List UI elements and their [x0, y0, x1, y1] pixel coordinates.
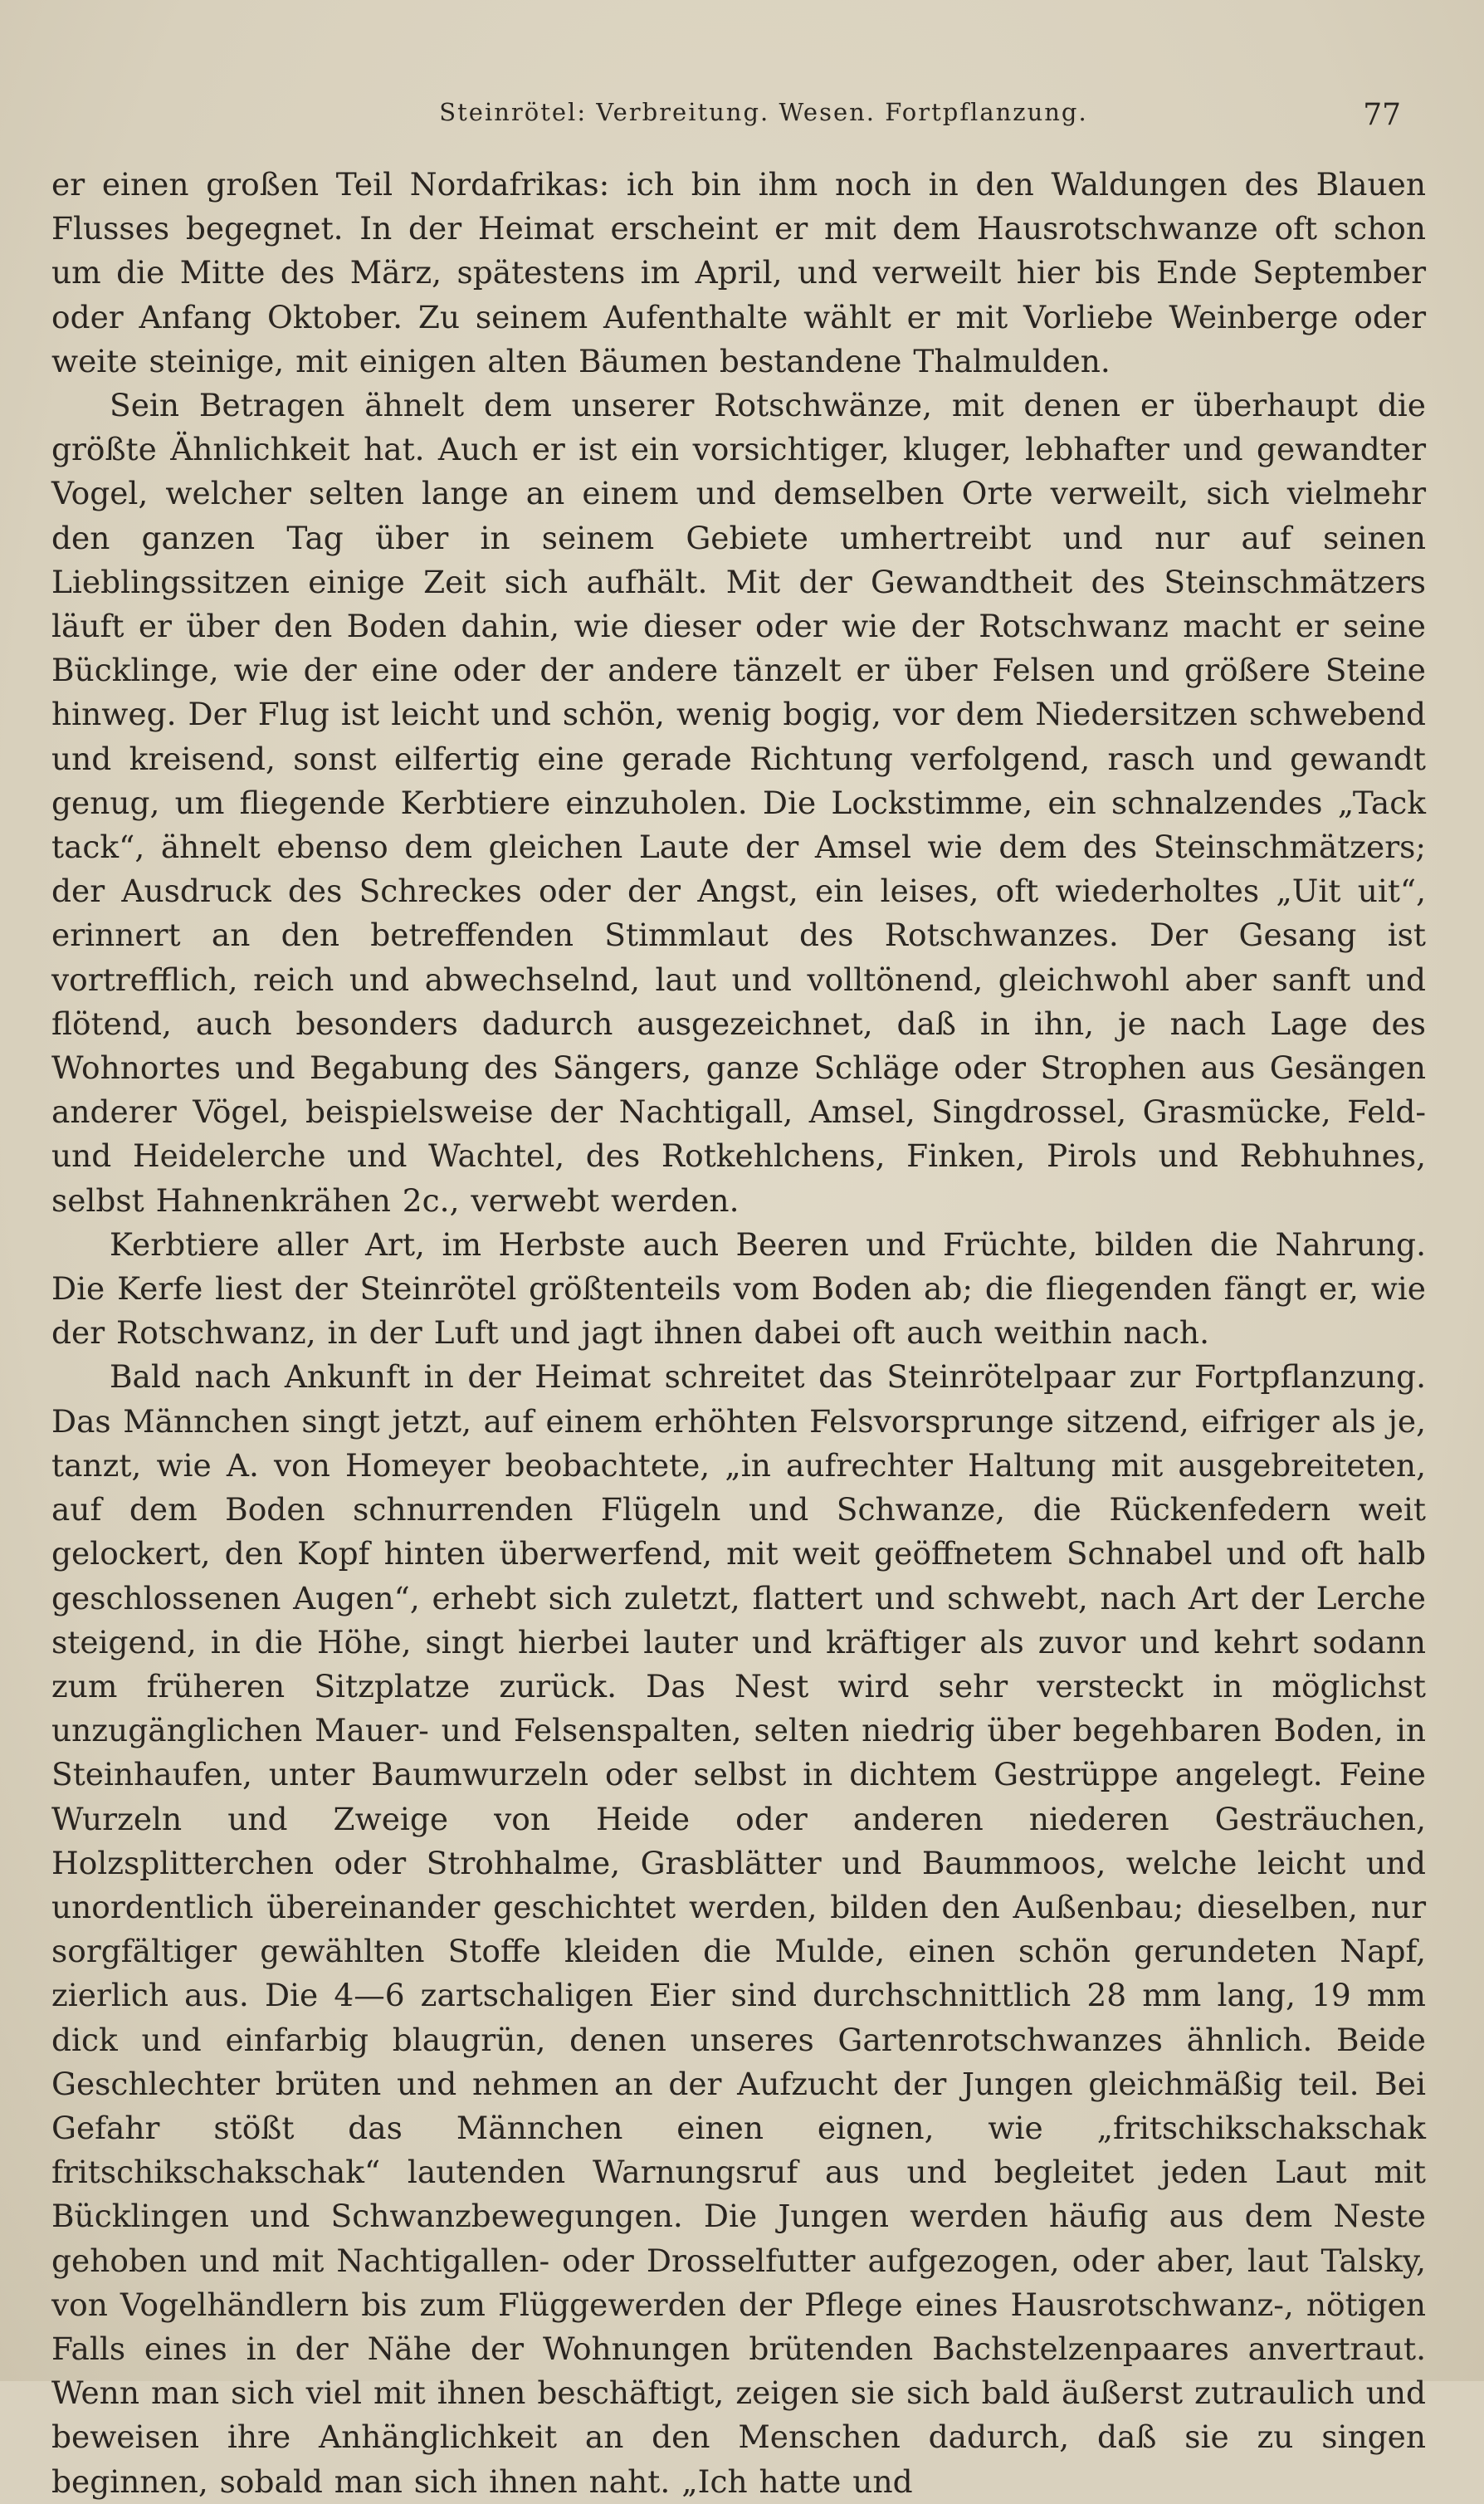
page-number: 77 — [1363, 98, 1401, 132]
body-text — [51, 163, 1426, 2504]
paragraph: Kerbtiere aller Art, im Herbste auch Beeren und Früchte, bilden die Nahrung. Die Kerfe liest der Steinrötel größtenteils vom Boden ab; die fliegenden fängt er, wie der Rotschwanz, in der Luft und jagt ihnen dabei oft auch weithin nach. — [51, 1225, 1426, 1352]
paragraph: Sein Betragen ähnelt dem unserer Rotschwänze, mit denen er überhaupt die größte Ähnlichkeit hat. Auch er ist ein vorsichtiger, kluger, lebhafter und gewandter Vogel, welcher selten lange an einem und demselben Orte verweilt, sich vielmehr den ganzen Tag über in seinem Gebiete umhertreibt und nur auf seinen Lieblingssitzen einige Zeit sich aufhält. Mit der Gewandtheit des Steinschmätzers läuft er über den Boden dahin, wie dieser oder wie der Rotschwanz macht er seine Bücklinge, wie der eine oder der andere tänzelt er über Felsen und größere Steine hinweg. Der Flug ist leicht und schön, wenig bogig, vor dem Niedersitzen schwebend und kreisend, sonst eilfertig eine gerade Richtung verfolgend, rasch und gewandt genug, um fliegende Kerbtiere einzuholen. Die Lockstimme, ein schnalzendes „Tack tack“, ähnelt ebenso dem gleichen Laute der Amsel wie dem des Steinschmätzers; der Ausdruck des Schreckes oder der Angst, ein leises, oft wiederholtes „Uit uit“, erinnert an den betreffenden Stimmlaut des Rotschwanzes. Der Gesang ist vortrefflich, reich und abwechselnd, laut und volltönend, gleichwohl aber sanft und flötend, auch besonders dadurch ausgezeichnet, daß in ihn, je nach Lage des Wohnortes und Begabung des Sängers, ganze Schläge oder Strophen aus Gesängen anderer Vögel, beispielsweise der Nachtigall, Amsel, Singdrossel, Grasmücke, Feld- und Heidelerche und Wachtel, des Rotkehlchens, Finken, Pirols und Rebhuhnes, selbst Hahnenkrähen 2c., verwebt werden. — [51, 387, 1426, 1219]
paragraph: Bald nach Ankunft in der Heimat schreitet das Steinrötelpaar zur Fortpflanzung. Das Männchen singt jetzt, auf einem erhöhten Felsvorsprunge sitzend, eifriger als je, tanzt, wie A. von Homeyer beobachtete, „in aufrechter Haltung mit ausgebreiteten, auf dem Boden schnurrenden Flügeln und Schwanze, die Rückenfedern weit gelockert, den Kopf hinten überwerfend, mit weit geöffnetem Schnabel und oft halb geschlossenen Augen“, erhebt sich zuletzt, flattert und schwebt, nach Art der Lerche steigend, in die Höhe, singt hierbei lauter und kräftiger als zuvor und kehrt sodann zum früheren Sitzplatze zurück. Das Nest wird sehr versteckt in möglichst unzugänglichen Mauer- und Felsenspalten, selten niedrig über begehbaren Boden, in Steinhaufen, unter Baumwurzeln oder selbst in dichtem Gestrüppe angelegt. Feine Wurzeln und Zweige von Heide oder anderen niederen Gesträuchen, Holzsplitterchen oder Strohhalme, Grasblätter und Baummoos, welche leicht und unordentlich übereinander geschichtet werden, bilden den Außenbau; dieselben, nur sorgfältiger gewählten Stoffe kleiden die Mulde, einen schön gerundeten Napf, zierlich aus. Die 4—6 zartschaligen Eier sind durchschnittlich 28 mm lang, 19 mm dick und einfarbig blaugrün, denen unseres Gartenrotschwanzes ähnlich. Beide Geschlechter brüten und nehmen an der Aufzucht der Jungen gleichmäßig teil. Bei Gefahr stößt das Männchen einen eignen, wie „fritschikschakschak fritschikschakschak“ lautenden Warnungsruf aus und begleitet jeden Laut mit Bücklingen und Schwanzbewegungen. Die Jungen werden häufig aus dem Neste gehoben und mit Nachtigallen- oder Drosselfutter aufgezogen, oder aber, laut Talsky, von Vogelhändlern bis zum Flüggewerden der Pflege eines Hausrotschwanz-, nötigen Falls eines in der Nähe der Wohnungen brütenden Bachstelzenpaares anvertraut. Wenn man sich viel mit ihnen beschäftigt, zeigen sie sich bald äußerst zutraulich und beweisen ihre Anhänglichkeit an den Menschen dadurch, daß sie zu singen beginnen, sobald man sich ihnen naht. „Ich hatte und — [51, 1358, 1426, 2500]
running-head — [51, 91, 1426, 141]
paragraph: er einen großen Teil Nordafrikas: ich bin ihm noch in den Waldungen des Blauen Flusses begegnet. In der Heimat erscheint er mit dem Hausrotschwanze oft schon um die Mitte des März, spätestens im April, und verweilt hier bis Ende September oder Anfang Oktober. Zu seinem Aufenthalte wählt er mit Vorliebe Weinberge oder weite steinige, mit einigen alten Bäumen bestandene Thalmulden. — [51, 166, 1426, 379]
running-title: Steinrötel: Verbreitung. Wesen. Fortpflanzung. — [439, 98, 1088, 126]
